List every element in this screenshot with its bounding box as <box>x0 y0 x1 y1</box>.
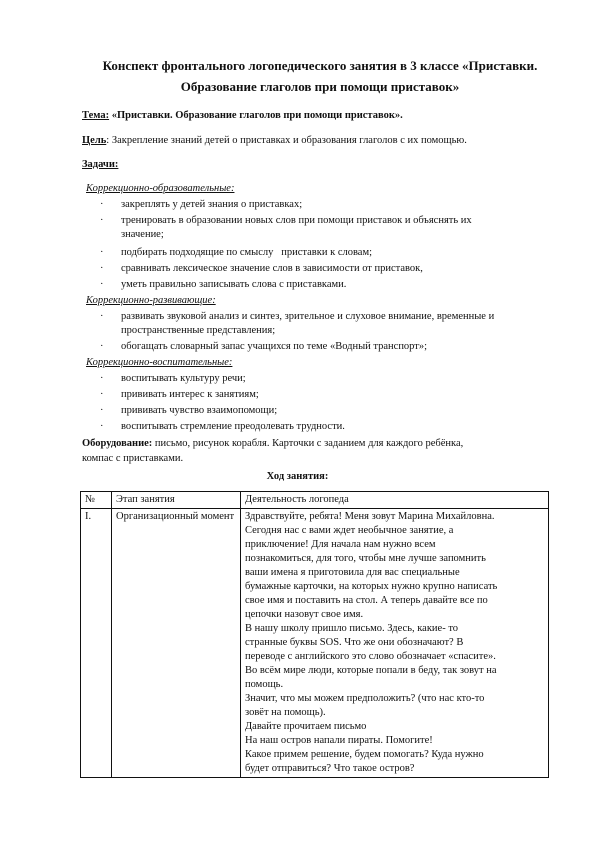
group-heading-developmental: Коррекционно-развивающие: <box>86 295 216 306</box>
column-header-activity: Деятельность логопеда <box>241 492 549 509</box>
bullet-icon: · <box>100 279 104 290</box>
activity-line: Какое примем решение, будем помогать? Куда нужно <box>245 749 484 760</box>
activity-line: свое имя и поставить на стол. А теперь давайте все по <box>245 595 488 606</box>
activity-line: Значит, что мы можем предположить? (что нас кто-то <box>245 693 485 704</box>
table-header-row <box>81 492 549 509</box>
activity-line: странные буквы SOS. Что же они обозначают? В <box>245 637 464 648</box>
activity-line: Давайте прочитаем письмо <box>245 721 367 732</box>
activity-line: На наш остров напали пираты. Помогите! <box>245 735 433 746</box>
bullet-icon: · <box>100 263 104 274</box>
bullet-icon: · <box>100 311 104 322</box>
equipment-line <box>82 437 552 451</box>
document-page: Конспект фронтального логопедического занятия в 3 классе «Приставки. Образование глаголов при помощи приставок» Тема: «Приставки. Образование глаголов при помощи приставок». Цель: Закрепление знаний детей о приставках и образования глаголов с их помощью. Задачи: Коррекционно-образовательные: · закреплять у детей знания о приставках; · тренировать в образовании новых слов при помощи приставок и объяснять их значение; · подбирать подходящие по смыслу приставки к словам; · сравнивать лексическое значение слов в зависимости от приставок, · уметь правильно записывать слова с приставками. Коррекционно-развивающие: · развивать звуковой анализ и синтез, зрительное и слуховое внимание, временные и пространственные представления; · обогащать словарный запас учащихся по теме «Водный транспорт»; Коррекционно-воспитательные: · воспитывать культуру речи; · прививать интерес к занятиям; · прививать чувство взаимопомощи; · воспитывать стремление преодолевать трудности. Оборудование: письмо, рисунок корабля. Карточки с заданием для каждого ребёнка, компас с приставками. Ход занятия: № Этап занятия Деятельность логопеда I. Организационный момент Здравствуйте, ребята! Меня зовут Марина Михайловна. Сегодня нас с вами ждет необычное занятие, а приключение! Для начала нам нужно всем познакомиться, для того, чтобы мне лучше запомнить ваши имена я приготовила для вас специальные бумажные карточки, на которых нужно крупно написать свое имя и поставить на стол. А теперь давайте все по цепочки назовут свое имя. В нашу школу пришло письмо. Здесь, какие- то странные буквы SOS. Что же они обозначают? В переводе с английского это слово обозначает «спасите». Во всём мире люди, которые попали в беду, так зовут на помощь. Значит, что мы можем предположить? (что нас кто-то зовёт на помощь). Давайте прочитаем письмо На наш остров напали пираты. Помогите! Какое примем решение, будем помогать? Куда нужно будет отправиться? Что такое остров? <box>0 0 595 842</box>
bullet-icon: · <box>100 341 104 352</box>
activity-line: зовёт на помощь). <box>245 707 326 718</box>
equipment-text: письмо, рисунок корабля. Карточки с заданием для каждого ребёнка, <box>152 438 464 449</box>
activity-line: бумажные карточки, на которых нужно крупно написать <box>245 581 498 592</box>
bullet-icon: · <box>100 247 104 258</box>
activity-line: Сегодня нас с вами ждет необычное занятие, а <box>245 525 454 536</box>
bullet-icon: · <box>100 389 104 400</box>
bullet-icon: · <box>100 199 104 210</box>
title-line-2: Образование глаголов при помощи приставок» <box>180 79 460 94</box>
theme-text: «Приставки. Образование глаголов при помощи приставок». <box>111 110 403 121</box>
activity-line: В нашу школу пришло письмо. Здесь, какие- то <box>245 623 459 634</box>
equipment-label: Оборудование: <box>82 438 153 449</box>
row-number: I. <box>81 509 112 778</box>
equipment-line-2: компас с приставками. <box>82 453 184 464</box>
lesson-table <box>80 491 549 778</box>
group-heading-educational: Коррекционно-образовательные: <box>86 183 235 194</box>
activity-line: приключение! Для начала нам нужно всем <box>245 539 436 550</box>
activity-line: Здравствуйте, ребята! Меня зовут Марина Михайловна. <box>245 511 495 522</box>
goal-line <box>82 134 552 148</box>
column-header-number: № <box>81 492 112 509</box>
activity-line: переводе с английского это слово обозначает «спасите». <box>245 651 496 662</box>
activity-line: познакомиться, для того, чтобы мне лучше запомнить <box>245 553 486 564</box>
column-header-stage: Этап занятия <box>112 492 241 509</box>
course-title: Ход занятия: <box>266 471 329 482</box>
activity-line: помощь. <box>245 679 284 690</box>
activity-line: Во всём мире люди, которые попали в беду, так зовут на <box>245 665 497 676</box>
table-row <box>81 509 549 778</box>
group-heading-upbringing: Коррекционно-воспитательные: <box>86 357 233 368</box>
bullet-icon: · <box>100 421 104 432</box>
activity-line: будет отправиться? Что такое остров? <box>245 763 415 774</box>
goal-label: Цель <box>82 135 107 146</box>
goal-text: : Закрепление знаний детей о приставках и образования глаголов с их помощью. <box>106 135 467 146</box>
bullet-icon: · <box>100 405 104 416</box>
tasks-label: Задачи: <box>82 159 119 170</box>
bullet-icon: · <box>100 215 104 226</box>
theme-line <box>82 109 552 123</box>
row-activity <box>241 509 549 778</box>
bullet-icon: · <box>100 373 104 384</box>
activity-line: ваши имена я приготовила для вас специальные <box>245 567 460 578</box>
activity-line: цепочки назовут свое имя. <box>245 609 364 620</box>
theme-label: Тема: <box>82 110 110 121</box>
title-line-1: Конспект фронтального логопедического занятия в 3 классе «Приставки. <box>102 58 538 73</box>
document-title <box>80 55 560 97</box>
row-stage: Организационный момент <box>112 509 241 778</box>
